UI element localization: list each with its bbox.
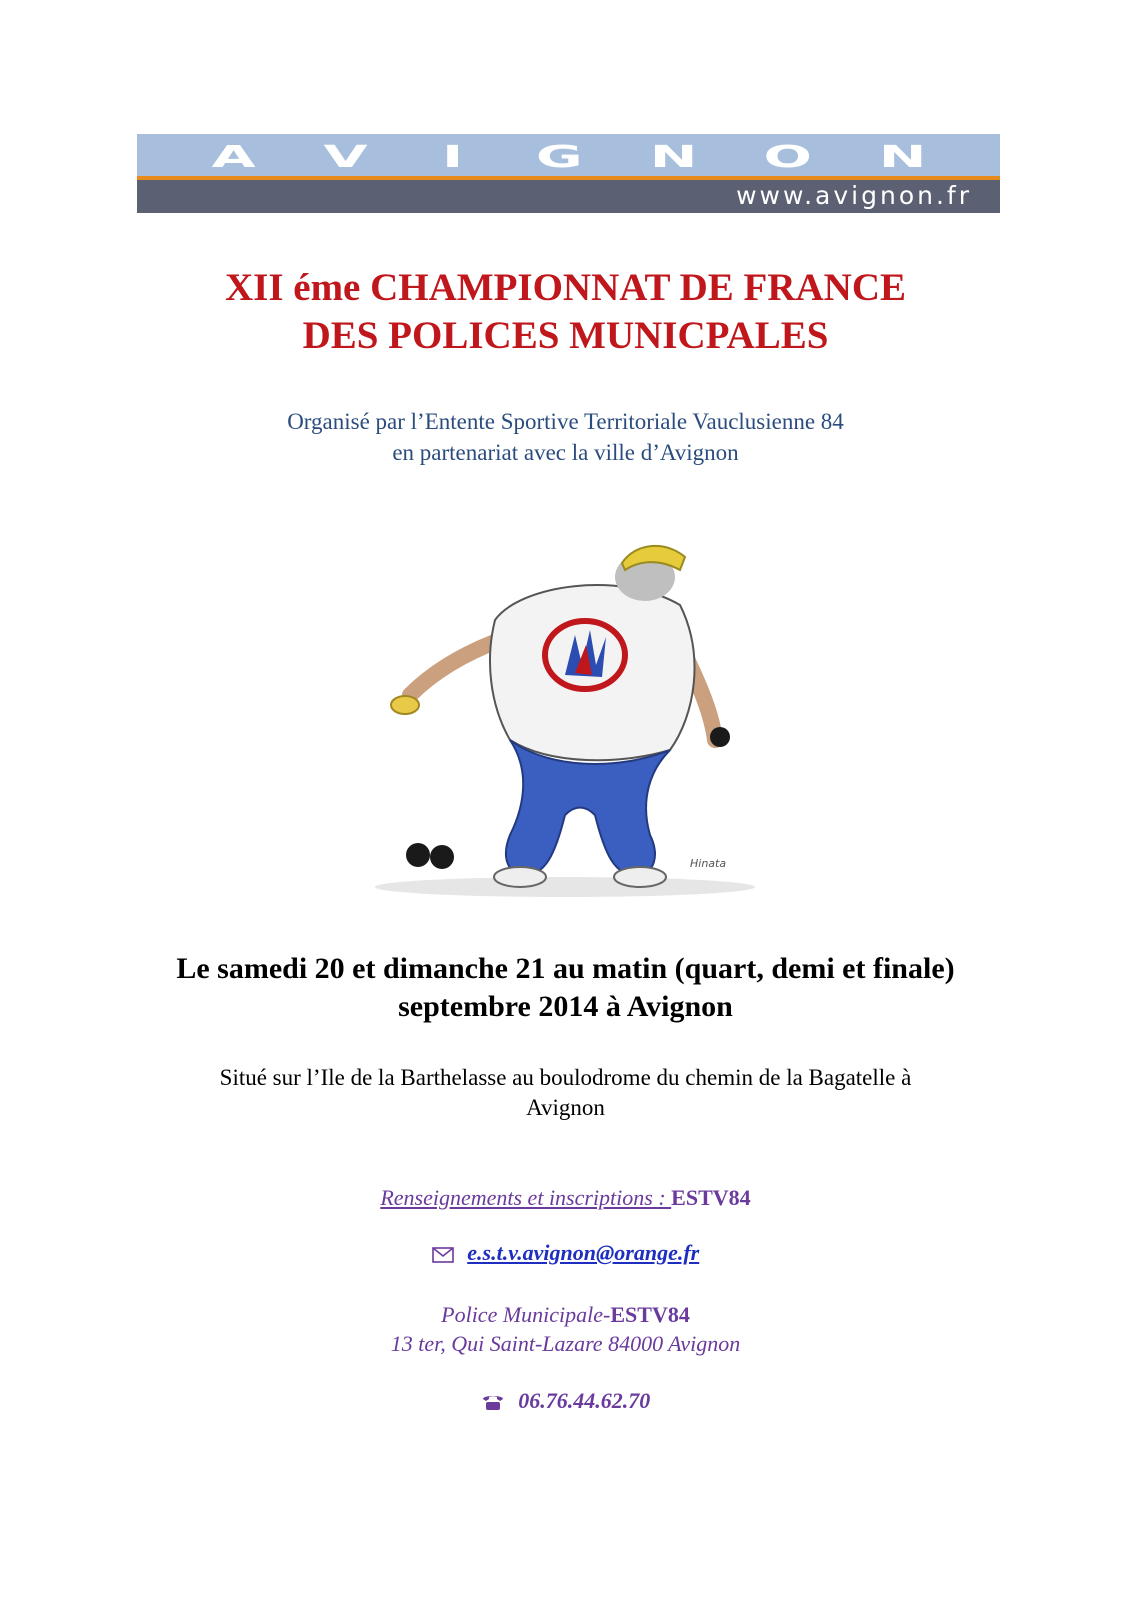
organizer-line-1: Organisé par l’Entente Sportive Territoriale Vauclusienne 84 bbox=[287, 409, 844, 434]
location-line-2: Avignon bbox=[526, 1095, 605, 1120]
title-line-1: XII éme CHAMPIONNAT DE FRANCE bbox=[224, 266, 906, 309]
banner-letter: G bbox=[536, 139, 583, 175]
registration-info bbox=[0, 1185, 1131, 1211]
banner-letter: A bbox=[211, 139, 256, 175]
avignon-banner bbox=[137, 134, 1000, 213]
banner-letter: O bbox=[763, 139, 813, 175]
organizer-line-2: en partenariat avec la ville d’Avignon bbox=[392, 440, 739, 465]
dates-line-1: Le samedi 20 et dimanche 21 au matin (quart, demi et finale) bbox=[176, 952, 955, 985]
banner-bottom-bar bbox=[137, 180, 1000, 213]
banner-wordmark bbox=[137, 140, 1000, 174]
banner-letter: I bbox=[441, 139, 463, 175]
telephone-icon bbox=[481, 1393, 505, 1411]
address-line-1-prefix: Police Municipale- bbox=[441, 1302, 611, 1327]
envelope-icon bbox=[432, 1247, 454, 1263]
banner-url: www.avignon.fr bbox=[736, 181, 972, 210]
postal-address bbox=[0, 1300, 1131, 1358]
organizer-text bbox=[0, 406, 1131, 468]
registration-label: Renseignements et inscriptions : bbox=[380, 1185, 672, 1210]
petanque-player-illustration bbox=[350, 515, 780, 905]
artist-signature: Hinata bbox=[690, 857, 727, 870]
banner-letter: N bbox=[878, 139, 927, 175]
address-line-1-org: ESTV84 bbox=[610, 1302, 690, 1327]
address-line-1 bbox=[0, 1300, 1131, 1329]
email-link[interactable]: e.s.t.v.avignon@orange.fr bbox=[467, 1240, 700, 1265]
event-location bbox=[0, 1063, 1131, 1123]
banner-letter: N bbox=[649, 139, 698, 175]
page-title bbox=[0, 264, 1131, 360]
location-line-1: Situé sur l’Ile de la Barthelasse au boulodrome du chemin de la Bagatelle à bbox=[219, 1065, 912, 1090]
address-line-2: 13 ter, Qui Saint-Lazare 84000 Avignon bbox=[390, 1331, 741, 1356]
phone-contact bbox=[0, 1388, 1131, 1414]
registration-org: ESTV84 bbox=[671, 1185, 751, 1210]
event-dates bbox=[0, 950, 1131, 1026]
title-line-2: DES POLICES MUNICPALES bbox=[302, 314, 829, 357]
banner-letter: V bbox=[323, 139, 368, 175]
phone-number: 06.76.44.62.70 bbox=[518, 1388, 651, 1413]
email-contact bbox=[0, 1240, 1131, 1266]
dates-line-2: septembre 2014 à Avignon bbox=[398, 990, 733, 1023]
